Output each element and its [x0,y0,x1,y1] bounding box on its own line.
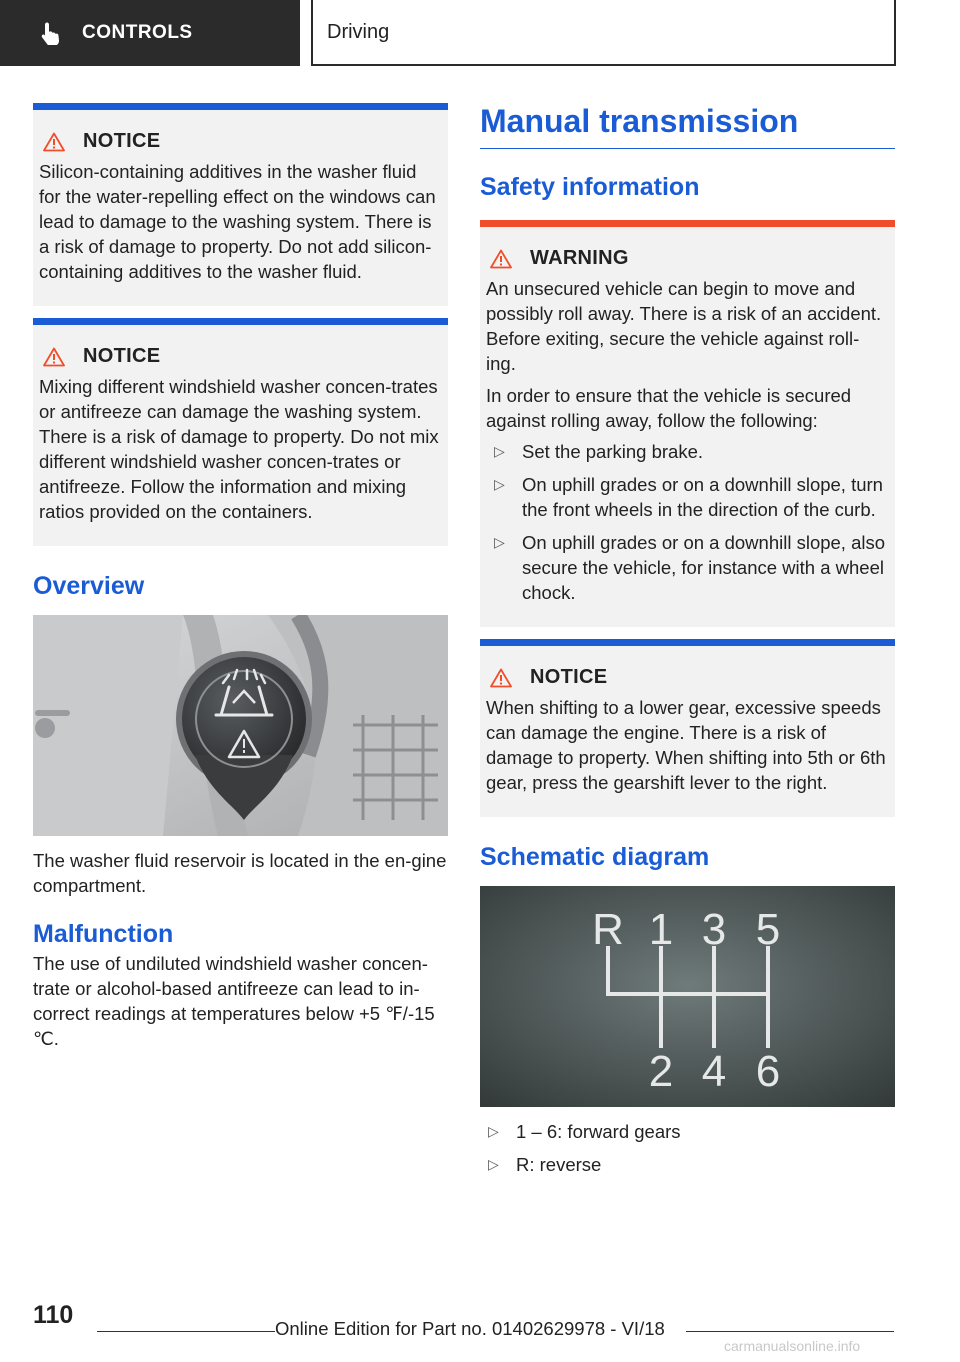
schematic-heading: Schematic diagram [480,843,710,871]
notice-title: NOTICE [83,130,161,152]
page-number: 110 [33,1301,74,1329]
overview-caption: The washer fluid reservoir is located in the en-gine compartment. [33,850,447,896]
gearshift-schematic [480,886,895,1107]
schematic-legend [480,1119,895,1177]
warning-triangle-icon [43,132,65,152]
watermark-text: carmanualsonline.info [724,1338,861,1354]
bullet-triangle-icon: ▷ [494,476,505,492]
gear-label-top: 1 [648,905,674,954]
malfunction-text: The use of undiluted windshield washer concen-trate or alcohol-based antifreeze can lead to in-correct readings at temperatures below +5 ℉/-15 ℃. [33,953,435,1049]
notice-title: NOTICE [530,666,608,688]
list-item: ▷ On uphill grades or on a downhill slope, also secure the vehicle, for instance with a wheel chock. [486,530,887,605]
notice-box-shifting [480,639,895,817]
warning-bullet-list [486,439,887,605]
list-item: ▷ Set the parking brake. [486,439,887,464]
bullet-triangle-icon: ▷ [488,1123,499,1139]
list-item: ▷ 1 – 6: forward gears [480,1119,895,1144]
notice-box-additives [33,103,448,306]
gear-label-bottom: 6 [755,1047,781,1096]
list-item: ▷ On uphill grades or on a downhill slope, turn the front wheels in the direction of the curb. [486,472,887,522]
pointing-hand-icon [40,21,62,45]
notice-text: When shifting to a lower gear, excessive speeds can damage the engine. There is a risk of damage to property. When shifting into 5th or 6th gear, press the gearshift lever to the right. [486,697,886,793]
list-item: ▷ R: reverse [480,1152,895,1177]
page-title: Manual transmission [480,103,895,149]
footer-rule-right [686,1331,894,1332]
footer-rule-left [97,1331,275,1332]
warning-triangle-icon [490,668,512,688]
notice-text: Silicon-containing additives in the washer fluid for the water-repelling effect on the windows can lead to damage to the washing system. There is a risk of damage to property. Do not add silicon-containing additives to the washer fluid. [39,161,436,282]
notice-box-mixing [33,318,448,546]
overview-heading: Overview [33,572,145,600]
left-column [33,103,448,1051]
safety-heading: Safety information [480,173,700,201]
bullet-triangle-icon: ▷ [494,443,505,459]
notice-title: NOTICE [83,345,161,367]
section-label: CONTROLS [82,22,193,43]
warning-triangle-icon [490,249,512,269]
chapter-box [311,0,896,66]
warning-instructions: In order to ensure that the vehicle is secured against rolling away, follow the following: [486,385,852,431]
bullet-triangle-icon: ▷ [494,534,505,550]
gear-label-bottom: 2 [648,1047,674,1096]
warning-text: An unsecured vehicle can begin to move and possibly roll away. There is a risk of an accident. Before exiting, secure the vehicle against roll-ing. [486,278,882,374]
gear-label-top: 5 [755,905,781,954]
chapter-label: Driving [327,20,390,43]
gear-label-bottom: 4 [701,1047,727,1096]
gear-label-top: R [592,905,624,954]
bullet-triangle-icon: ▷ [488,1156,499,1172]
washer-reservoir-photo [33,615,448,836]
warning-triangle-icon [43,347,65,367]
section-tab [0,0,300,66]
warning-box [480,220,895,627]
notice-text: Mixing different windshield washer concen-trates or antifreeze can damage the washing system. There is a risk of damage to property. Do not mix different windshield washer concen-trates or antifreeze. Follow the information and mixing ratios provided on the containers. [39,376,439,522]
edition-text: Online Edition for Part no. 01402629978 - VI/18 [275,1318,665,1339]
right-column [480,103,895,1185]
malfunction-heading: Malfunction [33,920,174,948]
gear-label-top: 3 [701,905,727,954]
warning-title: WARNING [530,247,629,269]
